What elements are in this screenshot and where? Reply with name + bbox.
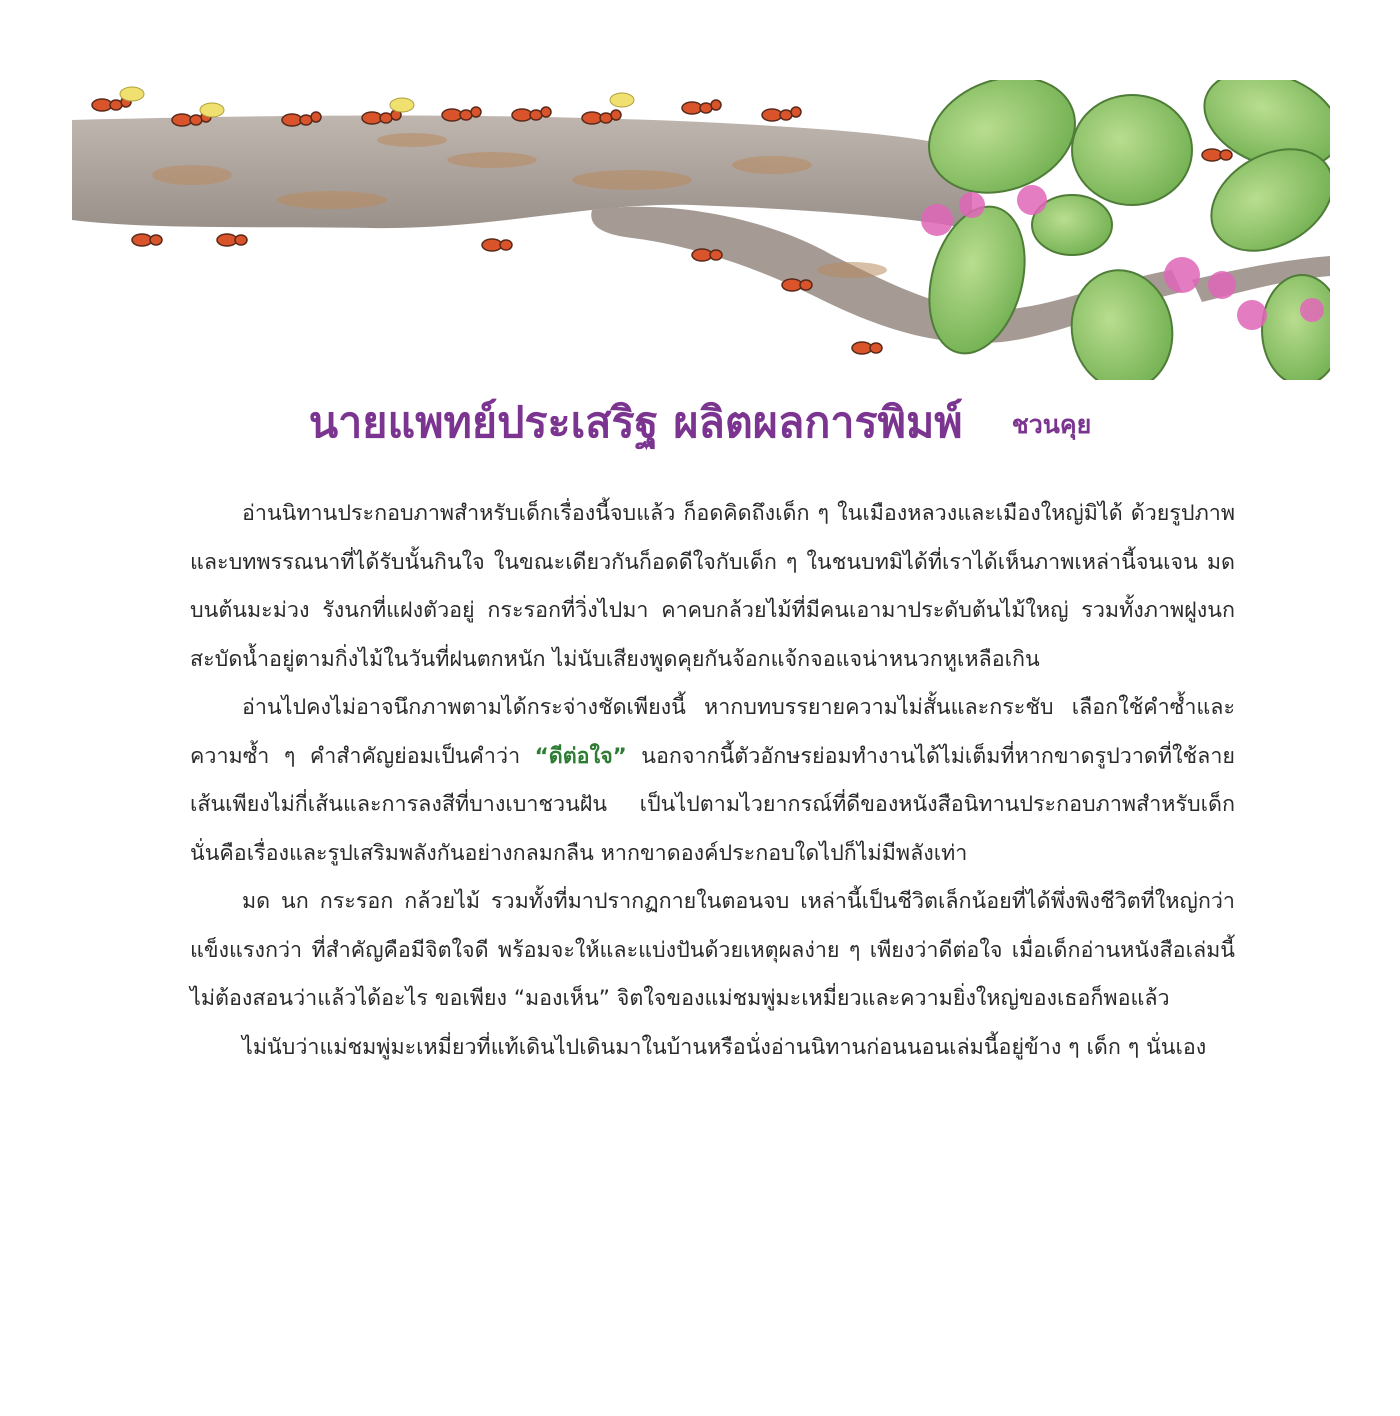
leaf-cluster — [913, 80, 1330, 380]
paragraph-1: อ่านนิทานประกอบภาพสำหรับเด็กเรื่องนี้จบแล้ว ก็อดคิดถึงเด็ก ๆ ในเมืองหลวงและเมืองใหญ่มิได้ ด้วยรูปภาพและบทพรรณนาที่ได้รับนั้นกินใจ ในขณะเดียวกันก็อดดีใจกับเด็ก ๆ ในชนบทมิได้ที่เราได้เห็นภาพเหล่านี้จนเจน มดบนต้นมะม่วง รังนกที่แฝงตัวอยู่ กระรอกที่วิ่งไปมา คาคบกล้วยไม้ที่มีคนเอามาประดับต้นไม้ใหญ่ รวมทั้งภาพฝูงนกสะบัดน้ำอยู่ตามกิ่งไม้ในวันที่ฝนตกหนัก ไม่นับเสียงพูดคุยกันจ้อกแจ้กจอแจน่าหนวกหูเหลือเกิน — [190, 501, 1235, 672]
highlight-phrase: “ดีต่อใจ” — [534, 743, 627, 769]
body-text — [190, 490, 1235, 1072]
title-row — [0, 388, 1400, 456]
page-title: นายแพทย์ประเสริฐ ผลิตผลการพิมพ์ — [308, 398, 963, 448]
paragraph-2 — [190, 684, 1235, 878]
paragraph-4: ไม่นับว่าแม่ชมพู่มะเหมี่ยวที่แท้เดินไปเดินมาในบ้านหรือนั่งอ่านนิทานก่อนนอนเล่มนี้อยู่ข้าง ๆ เด็ก ๆ นั่นเอง — [242, 1034, 1207, 1060]
paragraph-2-before: อ่านไปคงไม่อาจนึกภาพตามได้กระจ่างชัดเพียงนี้ หากบทบรรยายความไม่สั้นและกระชับ เลือกใช้คำซ้ำและความซ้ำ ๆ คำสำคัญย่อมเป็นคำว่า — [190, 695, 1235, 769]
paragraph-2-after: นอกจากนี้ตัวอักษรย่อมทำงานได้ไม่เต็มที่หากขาดรูปวาดที่ใช้ลายเส้นเพียงไม่กี่เส้นและการลงสีที่บางเบาชวนฝัน เป็นไปตามไวยากรณ์ที่ดีของหนังสือนิทานประกอบภาพสำหรับเด็ก นั่นคือเรื่องและรูปเสริมพลังกันอย่างกลมกลืน หากขาดองค์ประกอบใดไปก็ไม่มีพลังเท่า — [190, 743, 1235, 866]
ants-on-branch-illustration — [72, 80, 1330, 380]
section-label: ชวนคุย — [1011, 410, 1092, 439]
paragraph-3: มด นก กระรอก กล้วยไม้ รวมทั้งที่มาปรากฏกายในตอนจบ เหล่านี้เป็นชีวิตเล็กน้อยที่ได้พึ่งพิงชีวิตที่ใหญ่กว่า แข็งแรงกว่า ที่สำคัญคือมีจิตใจดี พร้อมจะให้และแบ่งปันด้วยเหตุผลง่าย ๆ เพียงว่าดีต่อใจ เมื่อเด็กอ่านหนังสือเล่มนี้ไม่ต้องสอนว่าแล้วได้อะไร ขอเพียง “มองเห็น” จิตใจของแม่ชมพู่มะเหมี่ยวและความยิ่งใหญ่ของเธอก็พอแล้ว — [190, 889, 1235, 1011]
